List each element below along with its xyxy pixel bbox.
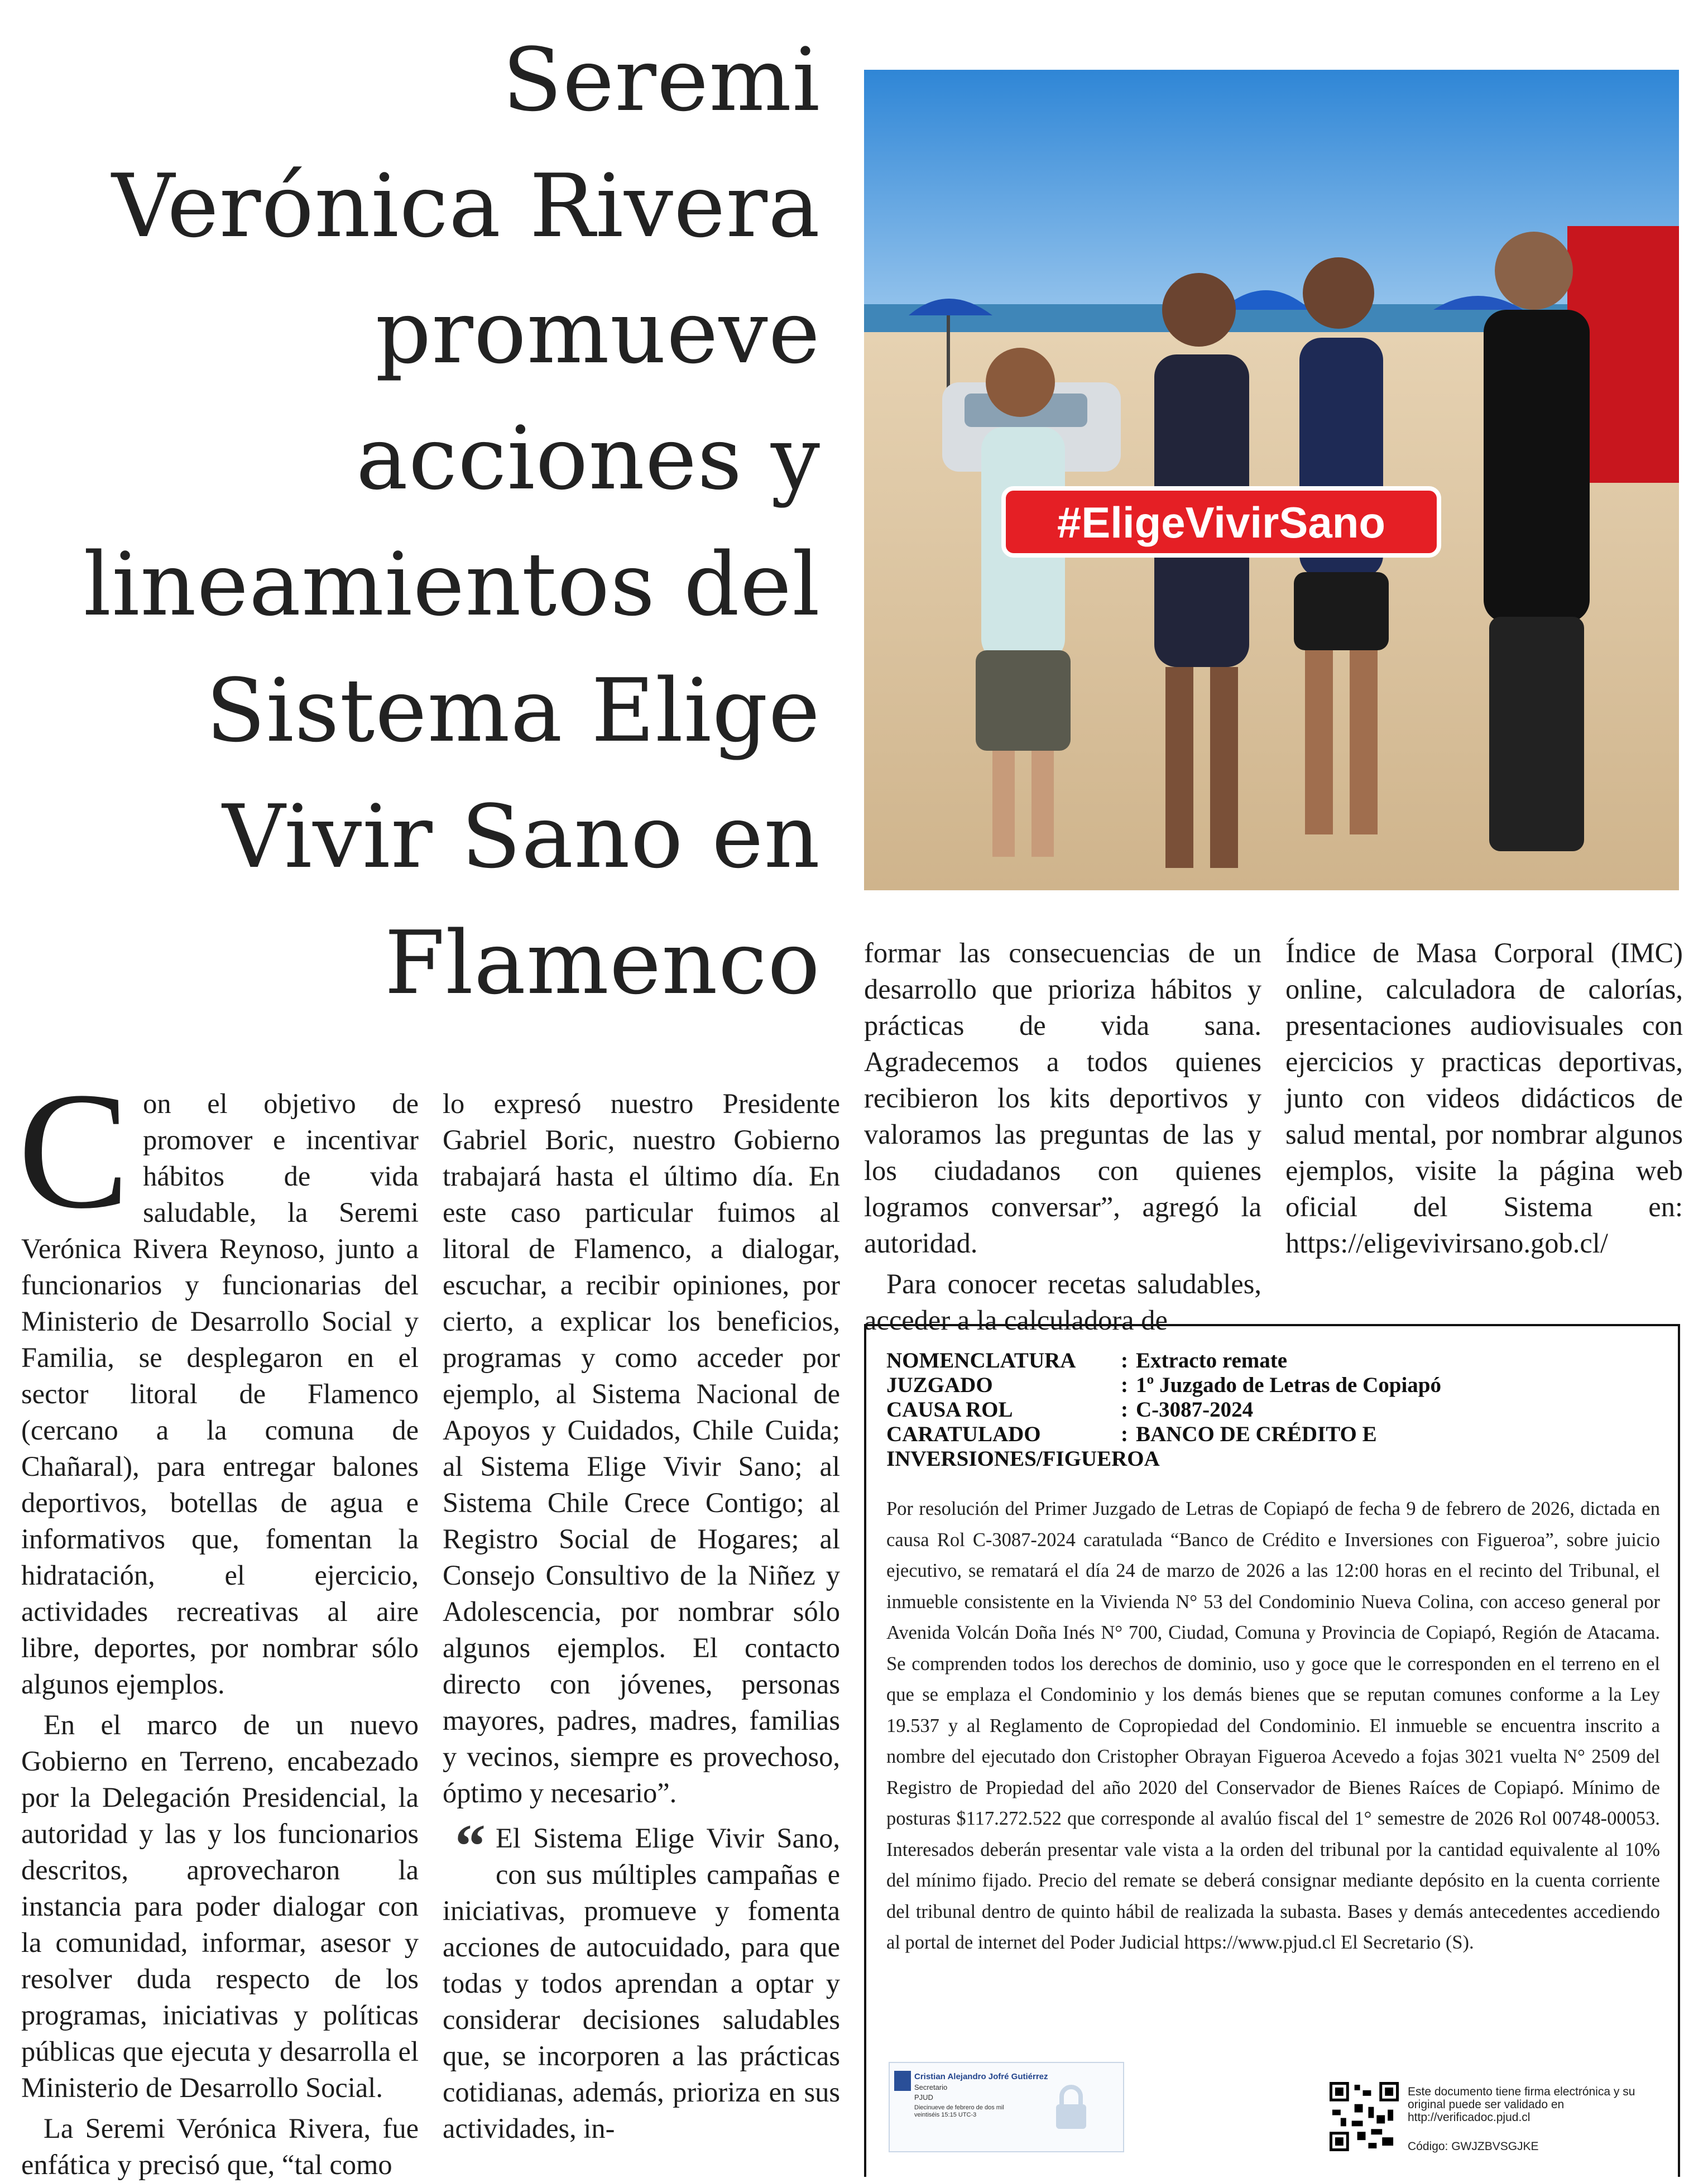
article-column-2 [443,1086,840,2147]
beach-group-illustration [864,70,1679,890]
article-column-1 [18,1058,419,2183]
notice-label: JUZGADO [886,1373,993,1397]
electronic-signature [889,2062,1124,2152]
person-4 [1484,232,1590,851]
headline-line: Vivir Sano en [222,786,821,887]
paragraph [18,1058,419,1702]
notice-sep: : [1121,1373,1128,1397]
notice-sep: : [1121,1422,1128,1446]
headline-line: Verónica Rivera [112,155,821,257]
signature-date: Diecinueve de febrero de dos mil veintiséis 15:15 UTC-3 [914,2104,1004,2118]
article-photo [864,70,1679,890]
quote-mark-icon: “ [455,1812,486,1880]
paragraph-text: on el objetivo de promover e incentivar hábitos de vida saludable, la Seremi Verónica Rivera Reynoso, junto a funcionarios y funcionarias del Ministerio de Desarrollo Social y Familia, se desplegaron en el sector litoral de Flamenco (cercano a la comuna de Chañaral), para entregar balones deportivos, botellas de agua e informativos que, fomentan la hidratación, el ejercicio, actividades recreativas al aire libre, deportes, por nombrar sólo algunos ejemplos. [21,1088,419,1700]
notice-value: C-3087-2024 [1136,1398,1254,1422]
sign-text: #EligeVivirSano [1057,498,1386,547]
signer-role: Secretario [914,2083,948,2091]
notice-sep: : [1121,1398,1128,1422]
pjud-logo-icon [894,2071,911,2091]
headline-line: acciones y [356,407,821,509]
notice-header [886,1349,1657,1471]
notice-sep: : [1121,1349,1128,1373]
qr-code-icon[interactable] [1330,2082,1399,2151]
article-column-4 [1285,935,1683,1261]
article-column-3 [864,935,1261,1338]
paragraph-text: El Sistema Elige Vivir Sano, con sus múltiples campañas e iniciativas, promueve y fomenta acciones de autocuidado, para que todas y todos aprendan a optar y considerar decisiones saludables que, se incorporen a las prácticas cotidianas, además, prioriza en sus actividades, in- [443,1822,840,2144]
quote-paragraph [443,1812,840,2147]
signer-name: Cristian Alejandro Jofré Gutiérrez [914,2072,1048,2081]
notice-value: 1º Juzgado de Letras de Copiapó [1136,1373,1441,1397]
notice-value: BANCO DE CRÉDITO E [1136,1422,1377,1446]
headline [17,17,821,1026]
paragraph: En el marco de un nuevo Gobierno en Terreno, encabezado por la Delegación Presidencial, la autoridad y las y los funcionarios descritos, aprovecharon la instancia para poder dialogar con la comunidad, informar, asesor y resolver duda respecto de los programas, iniciativas y políticas públicas que ejecuta y desarrolla el Ministerio de Desarrollo Social. [21,1709,419,2103]
headline-line: promueve [375,281,821,383]
notice-value: Extracto remate [1136,1349,1288,1373]
notice-row [886,1349,1657,1373]
headline-line: Seremi [502,29,821,131]
notice-row [886,1373,1657,1398]
notice-label: CARATULADO [886,1422,1041,1446]
paragraph: formar las consecuencias de un desarrollo que prioriza hábitos y prácticas de vida sana. Agradecemos a todos quienes recibieron los kits deportivos y valoramos las preguntas de las y los ciudadanos con quienes logramos conversar”, agregó la autoridad. [864,937,1261,1259]
paragraph: Índice de Masa Corporal (IMC) online, calculadora de calorías, presentaciones audiovisuales con ejercicios y practicas deportivas, junto con videos didácticos de salud mental, por nombrar algunos ejemplos, visite la página web oficial del Sistema en: https://eligevivirsano.gob.cl/ [1285,937,1683,1259]
notice-caratulado-cont: INVERSIONES/FIGUEROA [886,1447,1160,1471]
legal-notice [864,1324,1680,2177]
notice-label: NOMENCLATURA [886,1349,1076,1373]
notice-body: Por resolución del Primer Juzgado de Letras de Copiapó de fecha 9 de febrero de 2026, dictada en causa Rol C-3087-2024 caratulada “Banco de Crédito e Inversiones con Figueroa”, sobre juicio ejecutivo, se rematará el día 24 de marzo de 2026 a las 12:00 horas en el recinto del Tribunal, el inmueble consistente en la Vivienda N° 53 del Condominio Nueva Colina, con acceso general por Avenida Volcán Doña Inés N° 700, Ciudad, Comuna y Provincia de Copiapó, Región de Atacama. Se comprenden todos los derechos de dominio, uso y goce que le corresponden en el terreno en el que se emplaza el Condominio y los demás bienes que se reputan comunes conforme a la Ley 19.537 y al Reglamento de Copropiedad del Condominio. El inmueble se encuentra inscrito a nombre del ejecutado don Cristopher Obrayan Figueroa Acevedo a fojas 3021 vuelta N° 2509 del Registro de Propiedad del año 2020 del Conservador de Bienes Raíces de Copiapó. Mínimo de posturas $117.272.522 que corresponde al avalúo fiscal del 1° semestre de 2026 Rol 00748-00053. Interesados deberán presentar vale vista a la orden del tribunal por la cantidad equivalente al 10% del mínimo fijado. Precio del remate se deberá consignar mediante depósito en la cuenta corriente del tribunal dentro de quinto hábil de realizada la subasta. Bases y demás antecedentes accediendo al portal de internet del Poder Judicial https://www.pjud.cl El Secretario (S). [886,1498,1660,1953]
notice-row [886,1398,1657,1422]
paragraph: Para conocer recetas saludables, acceder a la calculadora de [864,1268,1261,1336]
notice-label: CAUSA ROL [886,1398,1013,1422]
notice-row [886,1422,1657,1447]
headline-line: lineamientos del [83,534,821,635]
headline-line: Sistema Elige [205,660,821,761]
paragraph: lo expresó nuestro Presidente Gabriel Boric, nuestro Gobierno trabajará hasta el último día. En este caso particular fuimos al litoral de Flamenco, a dialogar, escuchar, a recibir opiniones, por cierto, a explicar los beneficios, programas y como acceder por ejemplo, al Sistema Nacional de Apoyos y Cuidados, Chile Cuida; al Sistema Elige Vivir Sano; al Sistema Chile Crece Contigo; al Registro Social de Hogares; al Consejo Consultivo de la Niñez y Adolescencia, por nombrar sólo algunos ejemplos. El contacto directo con jóvenes, personas mayores, padres, madres, familias y vecinos, siempre es provechoso, óptimo y necesario”. [443,1088,840,1808]
verification-code: Código: GWJZBVSGJKE [1408,2140,1539,2153]
lock-icon [1052,2082,1091,2132]
paragraph: La Seremi Verónica Rivera, fue enfática y precisó que, “tal como [21,2113,419,2180]
drop-cap: C [18,1058,130,1243]
headline-line: Flamenco [384,912,821,1014]
signer-org: PJUD [914,2093,933,2102]
verification-text: Este documento tiene firma electrónica y su original puede ser validado en http://verificadoc.pjud.cl [1408,2085,1635,2124]
